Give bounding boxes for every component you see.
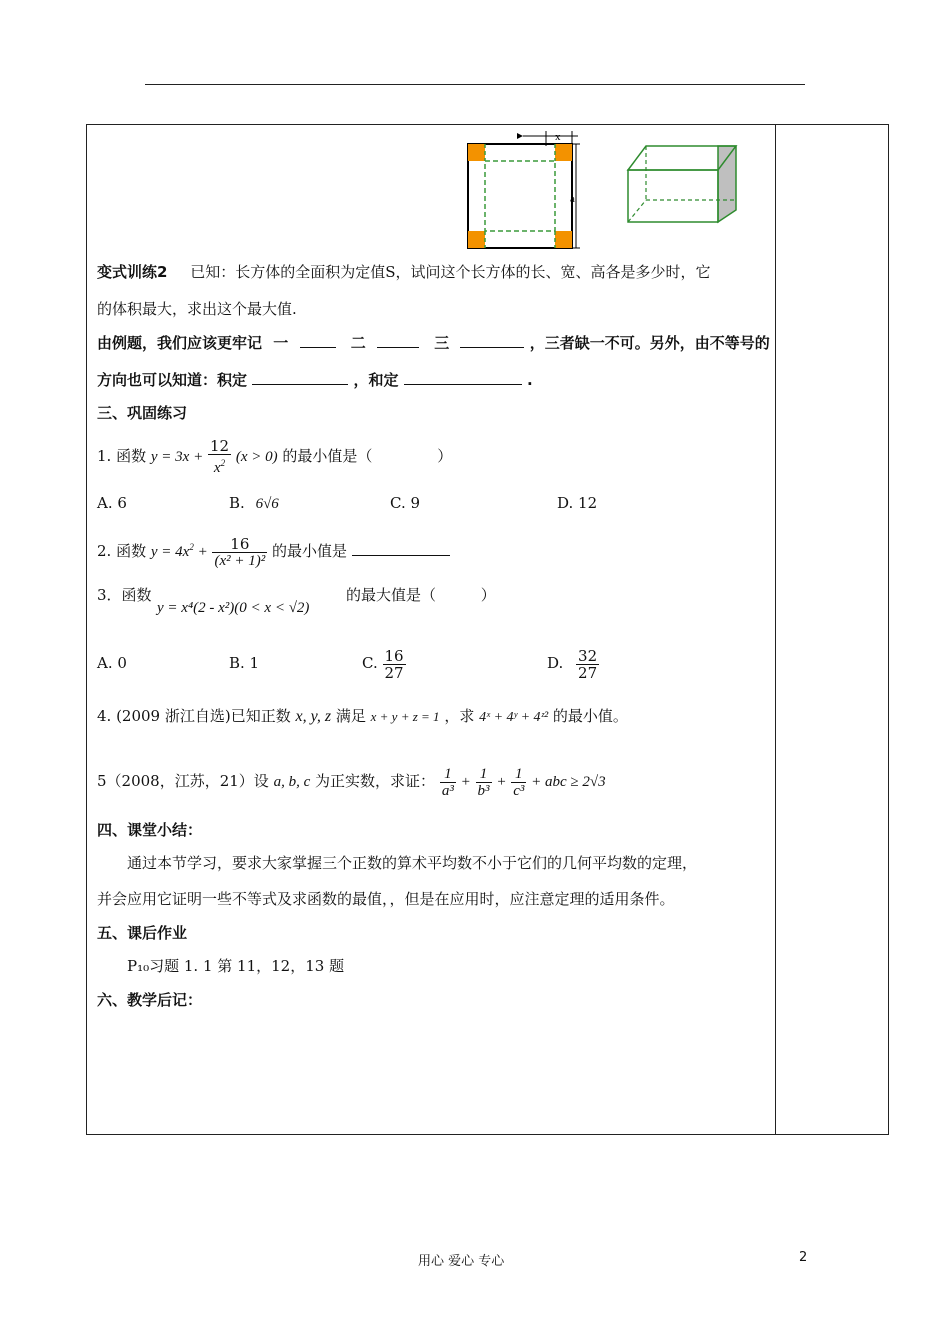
q3-c-den: 27 xyxy=(384,663,404,682)
q1-option-d: D. 12 xyxy=(557,494,598,512)
q3-option-c-label: C. xyxy=(362,654,378,672)
question-4 xyxy=(97,703,628,731)
question-5: 5（2008，江苏，21）设 a, b, c 为正实数，求证： $\frac{1}{\text{a³}}$ + $\frac{1}{\text{b³}}$ + $\frac{1}{\text{c³}}$ + abc ≥ 2√3 xyxy=(97,765,606,799)
q4-suffix: 的最小值。 xyxy=(552,707,628,725)
q3-d-den: 27 xyxy=(578,663,598,682)
q4-prefix: 4. (2009 浙江自选)已知正数 xyxy=(97,707,291,725)
blank-three[interactable] xyxy=(460,333,524,348)
q1-fraction xyxy=(208,438,231,476)
q3-suffix: 的最大值是（ xyxy=(346,586,437,604)
q1-close: ） xyxy=(437,447,453,465)
x-arrow-left xyxy=(517,133,523,139)
q3-option-c xyxy=(362,644,406,682)
reminder-one: 一 xyxy=(273,334,289,352)
reminder-text-b: ，三者缺一不可。另外，由不等号的 xyxy=(529,334,770,352)
q1-option-b-label: B. xyxy=(229,494,245,512)
q5-mid: 为正实数，求证： xyxy=(315,772,436,790)
box-front-face xyxy=(628,170,718,222)
q5-vars: a, b, c xyxy=(273,774,311,790)
q3-c-num: 16 xyxy=(384,646,404,665)
q3-d-num: 32 xyxy=(578,646,598,665)
reminder-line-1 xyxy=(97,333,770,353)
section-5-heading: 五、课后作业 xyxy=(97,924,188,942)
q1-denominator: $x^2$ xyxy=(213,458,226,476)
box-diagram xyxy=(460,126,760,254)
q1-option-c: C. 9 xyxy=(390,494,421,512)
variant-line-1 xyxy=(97,262,711,282)
reminder-text-d: ，和定 xyxy=(353,371,399,389)
q5-frac-c-num: 1 xyxy=(511,766,526,783)
q1-option-a: A. 6 xyxy=(97,494,127,512)
reminder-text-a: 由例题，我们应该更牢记 xyxy=(97,334,263,352)
q2-function-text: y = 4x xyxy=(150,544,190,560)
q1-numerator: 12 xyxy=(209,437,230,455)
section-6-heading: 六、教学后记： xyxy=(97,991,203,1009)
summary-line-2: 并会应用它证明一些不等式及求函数的最值，，但是在应用时，应注意定理的适用条件。 xyxy=(97,890,675,908)
section-4-heading: 四、课堂小结： xyxy=(97,821,203,839)
q2-denominator: (x² + 1)² xyxy=(214,552,266,569)
variant-text-1: 已知：长方体的全面积为定值S，试问这个长方体的长、宽、高各是多少时，它 xyxy=(190,263,711,281)
reminder-text-e: . xyxy=(526,371,533,389)
q2-suffix: 的最小值是 xyxy=(272,542,348,560)
q2-function: $y = 4x^2$ + xyxy=(150,542,208,560)
q3-option-a: A. 0 xyxy=(97,654,127,672)
q2-prefix: 2. 函数 xyxy=(97,542,147,560)
q1-function: y = 3x + xyxy=(150,449,204,465)
blank-product[interactable] xyxy=(252,370,348,385)
q5-frac-a-den: a³ xyxy=(441,782,454,799)
a-label: a xyxy=(570,193,575,205)
q5-frac-c-den: c³ xyxy=(513,782,525,799)
reminder-three: 三 xyxy=(434,334,450,352)
page-number: 2 xyxy=(799,1250,808,1265)
corner-cut-tl xyxy=(468,144,485,161)
q2-numerator: 16 xyxy=(212,536,267,553)
x-label: x xyxy=(555,131,561,143)
q1-option-b-value: 6√6 xyxy=(255,496,279,512)
table-column-divider xyxy=(775,124,776,1135)
q3-option-b: B. 1 xyxy=(229,654,260,672)
footer-motto: 用心 爱心 专心 xyxy=(418,1254,505,1269)
blank-sum[interactable] xyxy=(404,370,522,385)
q5-frac-b-num: 1 xyxy=(476,766,492,783)
q4-vars: x, y, z xyxy=(295,708,332,725)
reminder-two: 二 xyxy=(350,334,366,352)
q5-frac-a-num: 1 xyxy=(440,766,456,783)
q1-prefix: 1. 函数 xyxy=(97,447,147,465)
reminder-text-c: 方向也可以知道：积定 xyxy=(97,371,248,389)
q1-den-x: x xyxy=(213,460,221,476)
q5-frac-c xyxy=(511,766,526,799)
q3-line xyxy=(97,585,152,605)
q1-condition: (x > 0) xyxy=(235,449,278,465)
q4-expression: 4ˣ + 4ʸ + 4ᶻ² xyxy=(479,710,549,725)
q4-condition: x + y + z = 1 xyxy=(370,709,440,724)
q3-option-d-label: D. xyxy=(547,654,564,672)
box-hidden-d xyxy=(628,200,646,222)
corner-cut-tr xyxy=(555,144,572,161)
corner-cut-bl xyxy=(468,231,485,248)
q3-expression: y = x⁴(2 - x²)(0 < x < √2) xyxy=(157,600,310,616)
q3-close: ） xyxy=(480,586,496,604)
q2-answer-blank[interactable] xyxy=(352,541,450,556)
section-3-heading: 三、巩固练习 xyxy=(97,404,188,422)
q5-prefix: 5（2008，江苏，21）设 xyxy=(97,772,269,790)
blank-one[interactable] xyxy=(300,333,336,348)
summary-line-1: 通过本节学习，要求大家掌握三个正数的算术平均数不小于它们的几何平均数的定理， xyxy=(127,854,698,872)
variant-text-2: 的体积最大，求出这个最大值. xyxy=(97,300,297,318)
q5-frac-b-den: b³ xyxy=(477,782,490,799)
question-1 xyxy=(97,437,452,477)
q3-tail xyxy=(346,585,496,605)
corner-cut-br xyxy=(555,231,572,248)
q4-mid2: ，求 xyxy=(444,707,475,725)
blank-two[interactable] xyxy=(377,333,419,348)
q2-fraction xyxy=(212,536,267,569)
q5-frac-b xyxy=(476,766,492,799)
q4-mid: 满足 xyxy=(335,707,366,725)
homework-text: P₁₀习题 1. 1 第 11，12，13 题 xyxy=(127,957,345,975)
reminder-line-2 xyxy=(97,370,533,390)
q3-prefix: 3．函数 xyxy=(97,586,152,604)
q3-option-d-fraction xyxy=(576,648,599,681)
question-2 xyxy=(97,527,450,569)
q3-option-d xyxy=(547,644,599,682)
q5-frac-a xyxy=(440,766,456,799)
header-rule xyxy=(145,84,805,85)
q3-option-c-fraction xyxy=(383,648,406,681)
q1-option-b xyxy=(229,493,279,514)
variant-label: 变式训练2 xyxy=(97,263,168,281)
fold-lines xyxy=(485,161,555,231)
q5-tail: + abc ≥ 2√3 xyxy=(531,774,606,790)
q1-suffix: 的最小值是（ xyxy=(282,447,373,465)
